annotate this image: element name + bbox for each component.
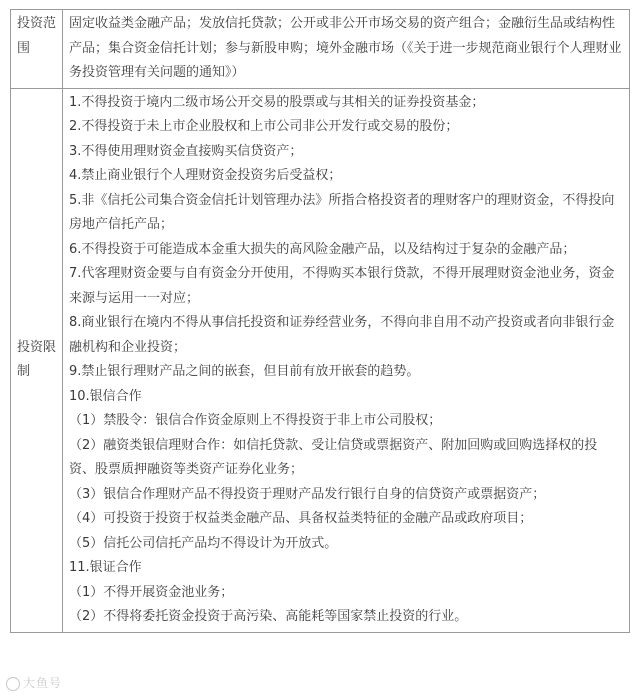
limit-subitem: （2）不得将委托资金投资于高污染、高能耗等国家禁止投资的行业。 (69, 609, 468, 624)
limit-item: 8.商业银行在境内不得从事信托投资和证券经营业务，不得向非自用不动产投资或者向非银行金融机构和企业投资； (69, 315, 615, 355)
limit-item: 5.非《信托公司集合资金信托计划管理办法》所指合格投资者的理财客户的理财资金，不得投向房地产信托产品； (69, 192, 615, 232)
limit-item: 6.不得投资于可能造成本金重大损失的高风险金融产品，以及结构过于复杂的金融产品； (69, 241, 576, 257)
limit-subitem: （2）融资类银信理财合作：如信托贷款、受让信贷或票据资产、附加回购或回购选择权的投资、股票质押融资等类资产证券化业务； (69, 437, 598, 477)
limit-item: 7.代客理财资金要与自有资金分开使用，不得购买本银行贷款，不得开展理财资金池业务，资金来源与运用一一对应； (69, 266, 615, 306)
scope-content (63, 10, 630, 89)
watermark (6, 674, 62, 691)
scope-row (11, 10, 630, 89)
investment-table (10, 9, 630, 633)
scope-text: 固定收益类金融产品；发放信托贷款；公开或非公开市场交易的资产组合；金融衍生品或结构性产品；集合资金信托计划；参与新股申购；境外金融市场（《关于进一步规范商业银行个人理财业务投资管理有关问题的通知》） (69, 16, 622, 80)
limit-subitem: （1）不得开展资金池业务； (69, 584, 234, 600)
limit-item: 3.不得使用理财资金直接购买信贷资产； (69, 143, 303, 159)
watermark-text: 大鱼号 (23, 676, 63, 690)
limit-subitem: （4）可投资于投资于权益类金融产品、具备权益类特征的金融产品或政府项目； (69, 511, 533, 526)
limit-subitem: （1）禁股令：银信合作资金原则上不得投资于非上市公司股权； (69, 413, 442, 428)
scope-header: 投资范围 (11, 10, 63, 89)
limit-subitem: （3）银信合作理财产品不得投资于理财产品发行银行自身的信贷资产或票据资产； (69, 486, 546, 502)
limit-subitem: （5）信托公司信托产品均不得设计为开放式。 (69, 535, 338, 551)
limit-item: 1.不得投资于境内二级市场公开交易的股票或与其相关的证券投资基金； (69, 94, 485, 110)
logo-icon (6, 677, 20, 691)
limits-header: 投资限制 (11, 88, 63, 632)
limit-item: 10.银信合作 (69, 388, 142, 404)
limit-item: 4.禁止商业银行个人理财资金投资劣后受益权； (69, 168, 342, 183)
limit-item: 11.银证合作 (69, 560, 142, 575)
limit-item: 9.禁止银行理财产品之间的嵌套，但目前有放开嵌套的趋势。 (69, 364, 420, 379)
limit-item: 2.不得投资于未上市企业股权和上市公司非公开发行或交易的股份； (69, 119, 459, 134)
limits-content (63, 88, 630, 632)
limits-row (11, 88, 630, 632)
